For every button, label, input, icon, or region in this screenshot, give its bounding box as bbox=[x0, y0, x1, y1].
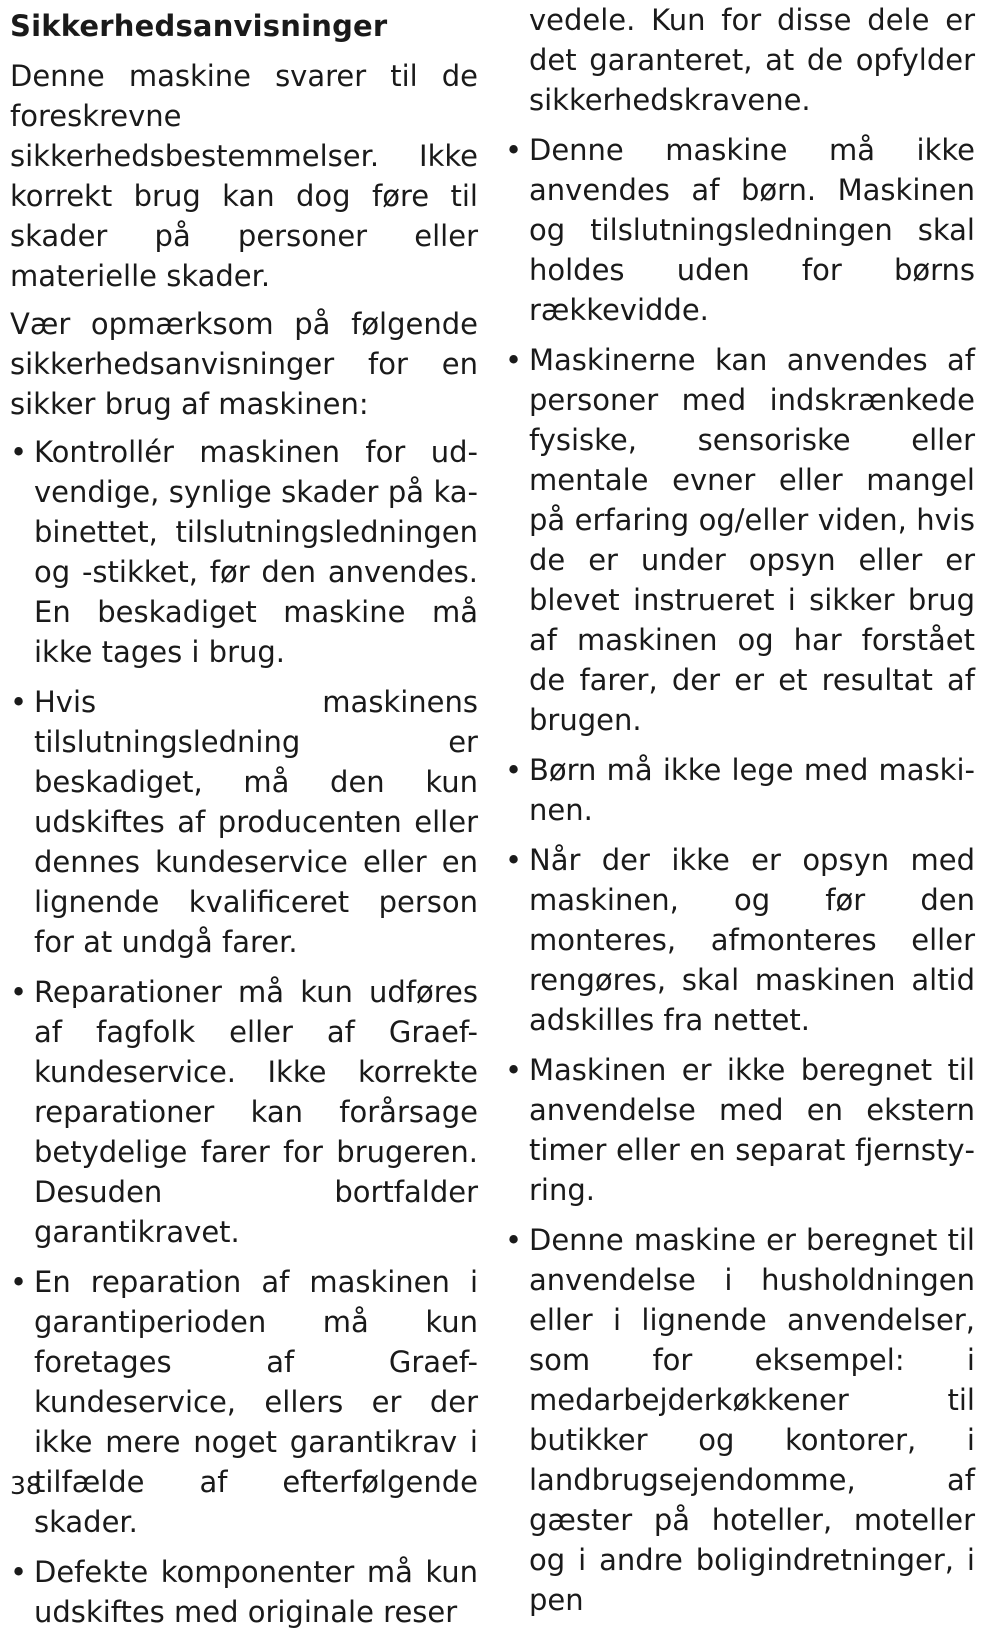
safety-item bbox=[505, 1220, 975, 1620]
bullet-icon: • bbox=[505, 1053, 523, 1087]
safety-item bbox=[10, 432, 478, 672]
continued-text: vedele. Kun for disse dele er det garanteret, at de opfylder sikkerhedskravene. bbox=[529, 3, 975, 117]
bullet-icon: • bbox=[505, 133, 523, 167]
safety-item-text: Børn må ikke lege med maskinen. bbox=[529, 753, 975, 827]
bullet-icon: • bbox=[10, 1265, 28, 1299]
safety-item bbox=[505, 840, 975, 1040]
safety-item-text: Maskinen er ikke beregnet til anvendelse med en ekstern timer eller en separat fjernstyring. bbox=[529, 1053, 975, 1207]
section-heading: Sikkerhedsanvisninger bbox=[10, 9, 388, 43]
safety-item-text: En reparation af maskinen i garantiperioden må kun foretages af Graef-kundeservice, ellers er der ikke mere noget garantikrav i tilfælde af efterfølgende skader. bbox=[34, 1265, 478, 1539]
safety-item-text: Reparationer må kun udføres af fagfolk eller af Graef-kundeservice. Ikke korrekte reparationer kan forårsage betydelige farer for brugeren. Desuden bortfalder garantikravet. bbox=[34, 975, 478, 1249]
bullet-icon: • bbox=[505, 1223, 523, 1257]
bullet-icon: • bbox=[505, 753, 523, 787]
safety-item bbox=[10, 1552, 478, 1632]
safety-item bbox=[10, 1262, 478, 1542]
page-number: 38 bbox=[10, 1471, 42, 1500]
bullet-icon: • bbox=[10, 685, 28, 719]
bullet-icon: • bbox=[505, 843, 523, 877]
intro-paragraph: Denne maskine svarer til de foreskrevne sikkerhedsbestemmelser. Ikke korrekt brug kan dog føre til skader på personer eller materielle skader. bbox=[10, 59, 478, 293]
safety-list-left bbox=[10, 432, 478, 1632]
safety-item-text: Denne maskine må ikke anvendes af børn. Maskinen og tilslutningsledningen skal holdes uden for børns rækkevidde. bbox=[529, 133, 975, 327]
bullet-icon: • bbox=[10, 1555, 28, 1589]
safety-item bbox=[505, 130, 975, 330]
safety-item bbox=[10, 972, 478, 1252]
safety-list-right bbox=[505, 130, 975, 1620]
safety-item-text: Kontrollér maskinen for udvendige, synlige skader på kabinettet, tilslutningsledningen og -stikket, før den anvendes. En beskadiget maskine må ikke tages i brug. bbox=[34, 435, 478, 669]
bullet-icon: • bbox=[505, 343, 523, 377]
safety-item-text: Når der ikke er opsyn med maskinen, og før den monteres, afmonteres eller rengøres, skal maskinen altid adskilles fra nettet. bbox=[529, 843, 975, 1037]
safety-item bbox=[505, 340, 975, 740]
intro-paragraph: Vær opmærksom på følgende sikkerhedsanvisninger for en sikker brug af maskinen: bbox=[10, 307, 478, 421]
safety-item bbox=[10, 682, 478, 962]
bullet-icon: • bbox=[10, 435, 28, 469]
safety-item-text: Maskinerne kan anvendes af personer med indskrænkede fysiske, sensoriske eller mentale evner eller mangel på erfaring og/eller viden, hvis de er under opsyn eller er blevet instrueret i sikker brug af maskinen og har forstået de farer, der er et resultat af brugen. bbox=[529, 343, 975, 737]
right-column bbox=[505, 0, 975, 1630]
safety-item-text: Hvis maskinens tilslutningsledning er beskadiget, må den kun udskiftes af producenten eller dennes kundeservice eller en lignende kvalificeret person for at undgå farer. bbox=[34, 685, 478, 959]
left-column bbox=[10, 0, 478, 1642]
bullet-icon: • bbox=[10, 975, 28, 1009]
safety-item bbox=[505, 750, 975, 830]
safety-item-text: Defekte komponenter må kun udskiftes med originale reser bbox=[34, 1555, 478, 1629]
safety-item-text: Denne maskine er beregnet til anvendelse i husholdningen eller i lignende anvendelser, som for eksempel: i medarbejderkøkkener til butikker og kontorer, i landbrugsejendomme, af gæster på hoteller, moteller og i andre boligindretninger, i pen bbox=[529, 1223, 975, 1617]
safety-item bbox=[505, 1050, 975, 1210]
